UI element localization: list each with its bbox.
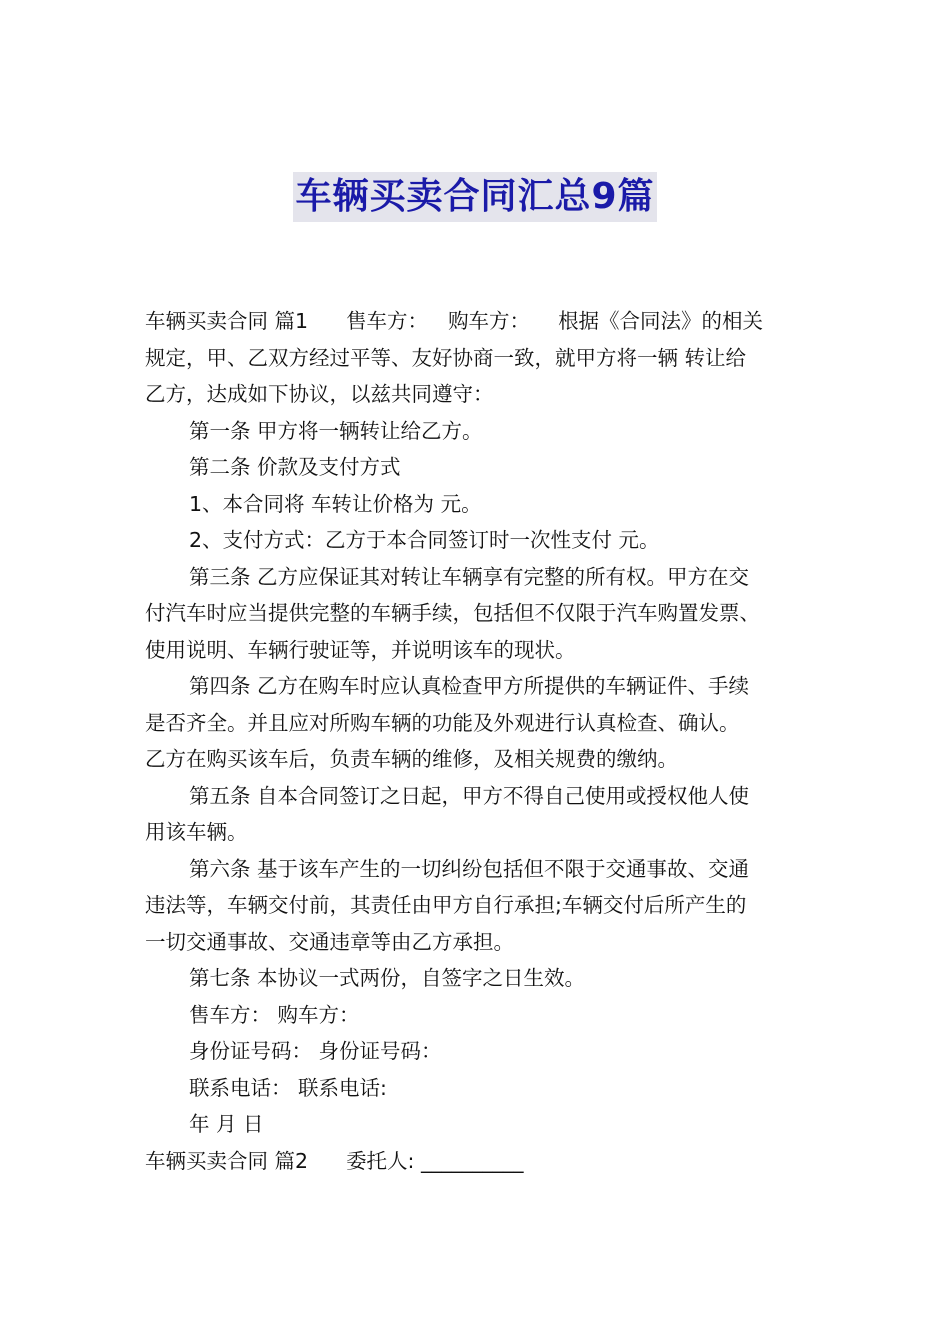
paragraph-line: 第一条 甲方将一辆转让给乙方。 (189, 418, 483, 443)
paragraph-line: 1、本合同将 车转让价格为 元。 (189, 491, 482, 516)
paragraph-line: 第四条 乙方在购车时应认真检查甲方所提供的车辆证件、手续 (189, 674, 750, 698)
title-wrap (0, 172, 950, 222)
phone-line: 联系电话： 联系电话: (189, 1075, 387, 1100)
paragraph-line: 付汽车时应当提供完整的车辆手续，包括但不仅限于汽车购置发票、 (145, 601, 760, 625)
paragraph-line: 第二条 价款及支付方式 (189, 455, 401, 479)
seller-label: 售车方： (346, 309, 429, 333)
paragraph-line: 乙方，达成如下协议，以兹共同遵守： (145, 382, 494, 406)
date-line: 年 月 日 (189, 1112, 264, 1136)
paragraph-line: 是否齐全。并且应对所购车辆的功能及外观进行认真检查、确认。 (145, 710, 740, 735)
paragraph-line: 一切交通事故、交通违章等由乙方承担。 (145, 929, 514, 954)
paragraph-line: 第六条 基于该车产生的一切纠纷包括但不限于交通事故、交通 (189, 856, 750, 881)
paragraph-line: 乙方在购买该车后，负责车辆的维修，及相关规费的缴纳。 (145, 747, 678, 771)
buyer-label: 购车方： (448, 309, 531, 333)
document-body (145, 303, 815, 1179)
document-title: 车辆买卖合同汇总9篇 (293, 172, 656, 222)
principal-label: 委托人: __________ (346, 1148, 524, 1173)
section-heading: 车辆买卖合同 篇2 (145, 1148, 309, 1173)
text-fragment: 根据《合同法》的相关 (558, 309, 764, 333)
signature-line: 售车方： 购车方： (189, 1002, 360, 1027)
paragraph-line: 第五条 自本合同签订之日起，甲方不得自己使用或授权他人使 (189, 783, 750, 808)
paragraph-line: 规定，甲、乙双方经过平等、友好协商一致，就甲方将一辆 转让给 (145, 345, 747, 370)
paragraph-line: 用该车辆。 (145, 820, 248, 844)
paragraph-line (145, 303, 815, 340)
paragraph-line: 2、支付方式：乙方于本合同签订时一次性支付 元。 (189, 528, 660, 552)
paragraph-line: 第三条 乙方应保证其对转让车辆享有完整的所有权。甲方在交 (189, 564, 750, 589)
paragraph-line (145, 1143, 815, 1180)
id-number-line: 身份证号码： 身份证号码： (189, 1039, 442, 1063)
section-heading: 车辆买卖合同 篇1 (145, 309, 309, 333)
paragraph-line: 第七条 本协议一式两份，自签字之日生效。 (189, 966, 586, 990)
paragraph-line: 使用说明、车辆行驶证等，并说明该车的现状。 (145, 637, 576, 662)
paragraph-line: 违法等，车辆交付前，其责任由甲方自行承担;车辆交付后所产生的 (145, 893, 747, 917)
